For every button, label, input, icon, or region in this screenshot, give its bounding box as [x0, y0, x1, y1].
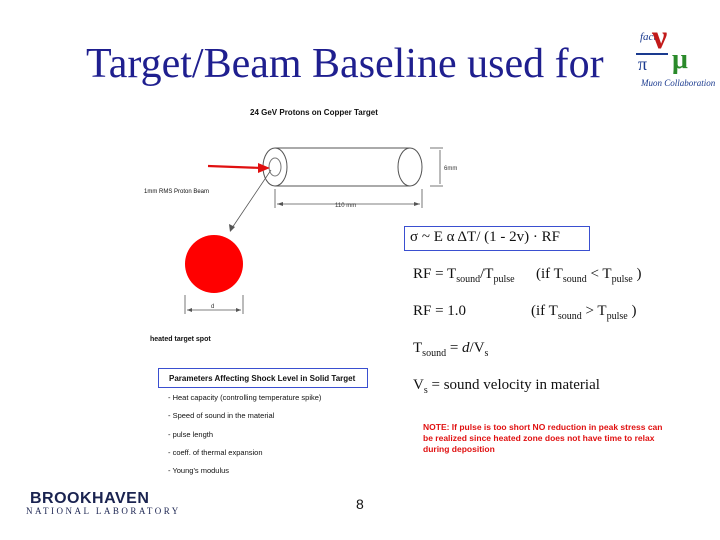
page-number: 8: [356, 496, 364, 512]
bnl-logo-top: BROOKHAVEN: [30, 490, 150, 507]
parameters-heading-box: [158, 368, 368, 388]
parameter-item: - Speed of sound in the material: [168, 411, 275, 420]
length-label: 110 mm: [335, 203, 357, 209]
parameter-item: - pulse length: [168, 430, 214, 439]
bnl-logo-bottom: NATIONAL LABORATORY: [26, 506, 181, 516]
stress-equation: σ ~ E α ΔT/ (1 - 2v) · RF: [410, 229, 560, 245]
diagram-heading: 24 GeV Protons on Copper Target: [250, 108, 378, 117]
target-diagram: [140, 100, 460, 350]
parameter-item: - coeff. of thermal expansion: [168, 448, 263, 457]
svg-text:ν: ν: [652, 19, 668, 56]
diameter-dimension: [430, 148, 457, 186]
length-dimension: [275, 189, 422, 209]
svg-text:π: π: [638, 54, 648, 74]
rf-condition-1: (if $T_{sound} < T_{pulse}$ ): [536, 266, 642, 285]
spot-d-label: d: [211, 304, 215, 310]
collaboration-logo: [630, 14, 712, 78]
slide-title: Target/Beam Baseline used for: [86, 41, 604, 87]
tsound-equation: $T_{sound} = d/V_s$: [413, 340, 489, 359]
logo-fact-text: fact: [640, 31, 657, 43]
rf-equation-2: RF = 1.0: [413, 303, 467, 319]
logo-subtitle: Muon Collaboration: [641, 78, 716, 88]
svg-text:μ: μ: [672, 44, 688, 75]
nu-mu-logo-icon: [630, 14, 712, 78]
rf-condition-2: (if $T_{sound} > T_{pulse}$ ): [531, 303, 637, 322]
spot-label: heated target spot: [150, 336, 211, 343]
heated-spot-circle: [185, 235, 243, 293]
parameters-heading: Parameters Affecting Shock Level in Solid Target: [169, 374, 356, 383]
proton-beam-arrow: [208, 163, 270, 173]
parameter-item: - Young's modulus: [168, 466, 230, 475]
parameter-item: - Heat capacity (controlling temperature spike): [168, 393, 322, 402]
diameter-label: 6mm: [444, 166, 458, 172]
beam-label: 1mm RMS Proton Beam: [144, 189, 210, 195]
note-text: NOTE: If pulse is too short NO reduction in peak stress can be realized since heated zone does not have time to relax during deposition: [423, 422, 663, 454]
vs-equation: $V_s$ = sound velocity in material: [413, 377, 600, 396]
copper-target-cylinder: [263, 148, 422, 186]
rf-equation-1: RF = $T_{sound}/T_{pulse}$: [413, 266, 515, 285]
